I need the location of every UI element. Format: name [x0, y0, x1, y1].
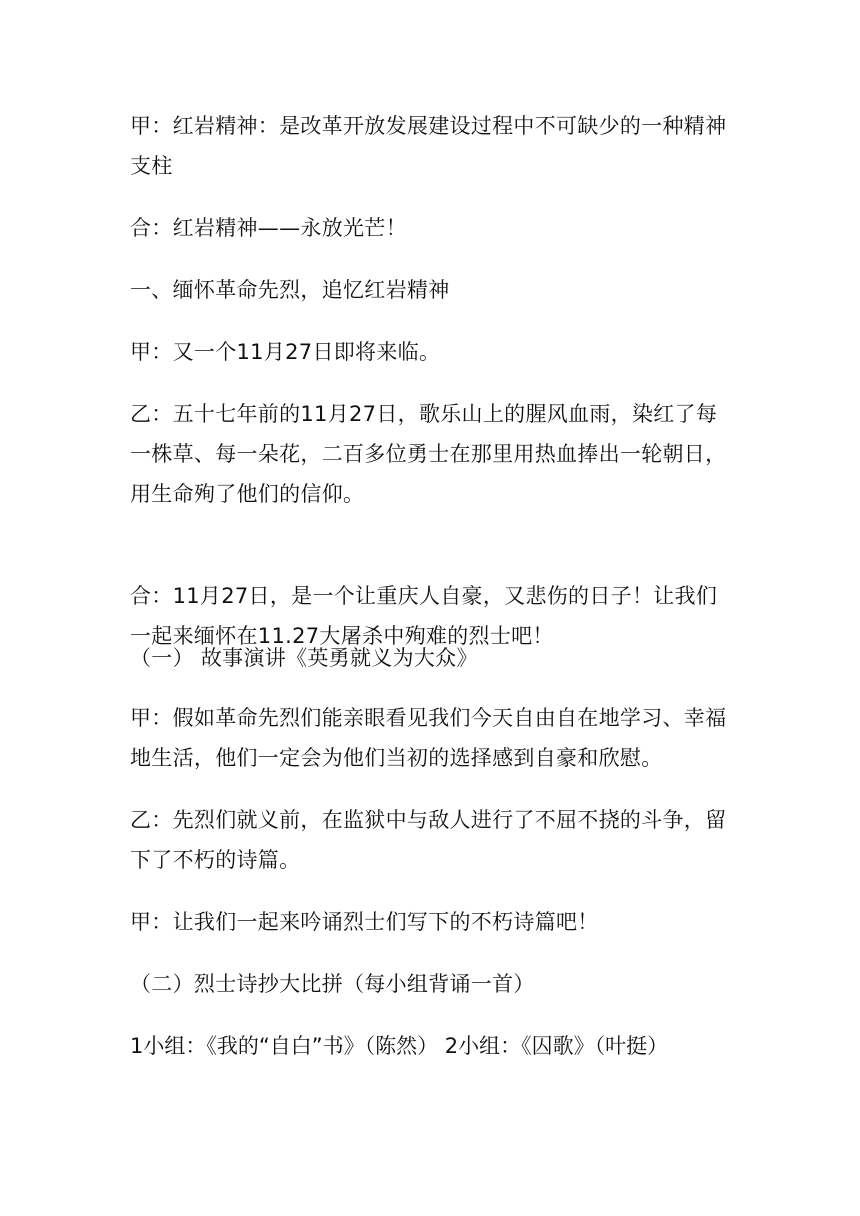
paragraph-yi-57-years: 乙：五十七年前的11月27日，歌乐山上的腥风血雨，染红了每一株草、每一朵花，二百多位勇士在那里用热血捧出一轮朝日，用生命殉了他们的信仰。 — [130, 402, 727, 506]
paragraph-jia-nov27: 甲：又一个11月27日即将来临。 — [130, 340, 441, 364]
paragraph-jia-if-martyrs: 甲：假如革命先烈们能亲眼看见我们今天自由自在地学习、幸福地生活，他们一定会为他们当初的选择感到自豪和欣慰。 — [130, 706, 727, 770]
paragraph-jia-recite: 甲：让我们一起来吟诵烈士们写下的不朽诗篇吧！ — [130, 910, 599, 934]
paragraph-jia-hongyan-spirit: 甲：红岩精神：是改革开放发展建设过程中不可缺少的一种精神支柱 — [130, 114, 727, 178]
paragraph-he-remember: 合：11月27日，是一个让重庆人自豪，又悲伤的日子！让我们一起来缅怀在11.27大屠杀中殉难的烈士吧！ — [130, 584, 718, 648]
subsection-heading-1: （一） 故事演讲《英勇就义为大众》 — [130, 646, 478, 670]
paragraph-he-forever-shine: 合：红岩精神——永放光芒！ — [130, 216, 407, 240]
paragraph-yi-before-death: 乙：先烈们就义前，在监狱中与敌人进行了不屈不挠的斗争，留下了不朽的诗篇。 — [130, 808, 727, 872]
subsection-heading-2: （二）烈士诗抄大比拼（每小组背诵一首） — [130, 972, 535, 996]
paragraph-group-poems: 1小组：《我的“自白”书》（陈然） 2小组：《囚歌》（叶挺） — [130, 1034, 669, 1058]
section-heading-1: 一、缅怀革命先烈，追忆红岩精神 — [130, 278, 450, 302]
